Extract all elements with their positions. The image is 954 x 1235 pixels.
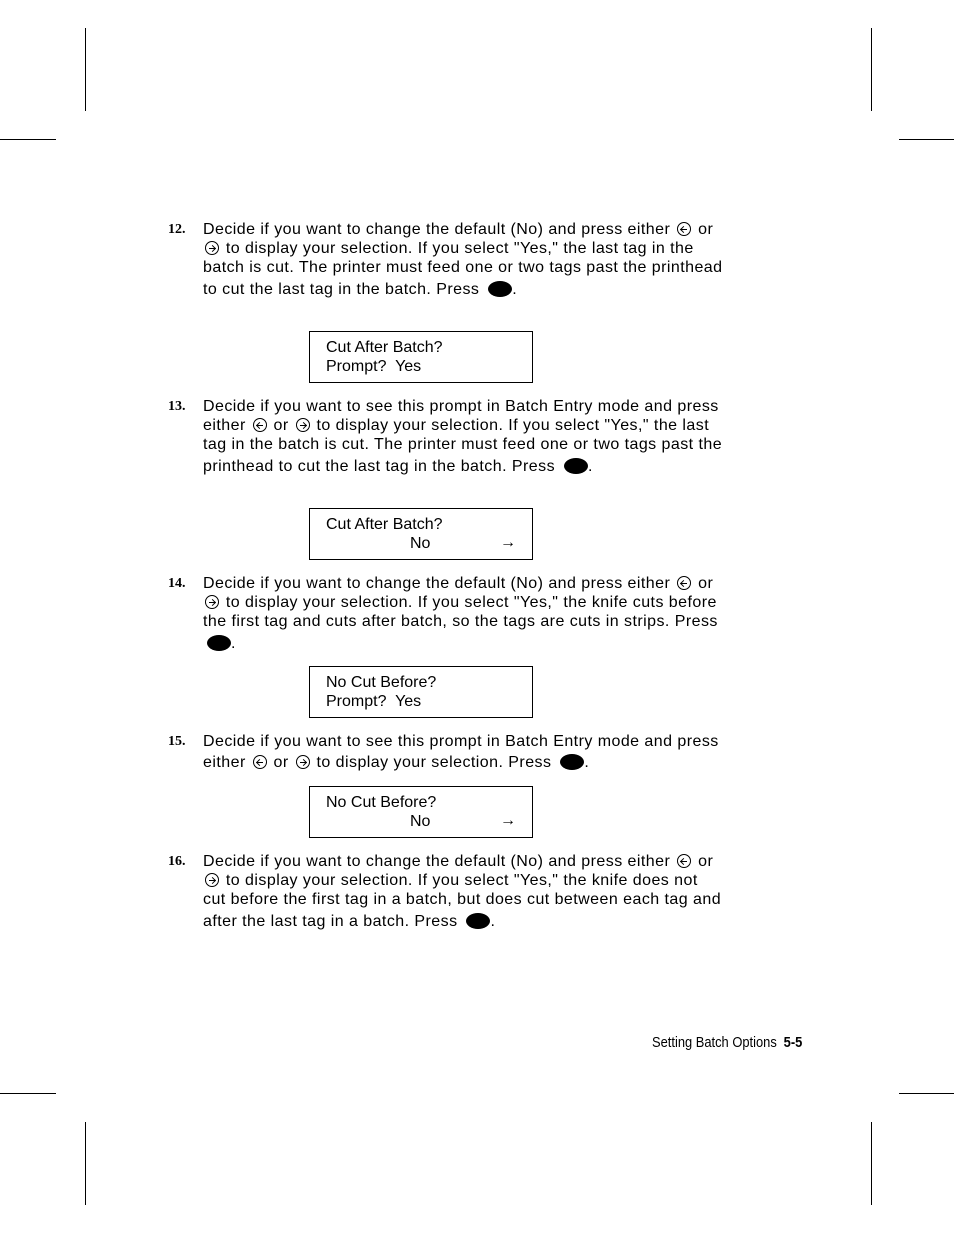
printer-display-2 [309,508,533,560]
right-arrow-icon: → [500,534,516,551]
enter-key-icon [466,913,490,929]
display-line-1: Cut After Batch? [326,516,443,533]
printer-display-3 [309,666,533,718]
footer-section-title: Setting Batch Options [652,1034,777,1051]
display-line-2: No [410,813,431,830]
enter-key-icon [488,281,512,297]
crop-mark-top-left-vertical [85,28,86,111]
step-text: Decide if you want to change the default (No) and press either or to display your selection. If you select "Yes," the knife cuts before the first tag and cuts after batch, so the tags are cuts in strips. Press . [203,575,718,652]
right-arrow-icon: → [500,812,516,829]
right-arrow-key-icon [205,241,219,255]
page-number: 5-5 [783,1034,803,1051]
step-number: 12. [168,222,186,237]
right-arrow-key-icon [205,873,219,887]
enter-key-icon [564,458,588,474]
crop-mark-top-right-horizontal [899,139,954,140]
enter-key-icon [207,635,231,651]
right-arrow-key-icon [205,595,219,609]
left-arrow-key-icon [253,755,267,769]
crop-mark-bottom-right-horizontal [899,1093,954,1094]
display-line-1: No Cut Before? [326,674,437,691]
step-text: Decide if you want to change the default (No) and press either or to display your selection. If you select "Yes," the knife does not cut before the first tag in a batch, but does cut between each tag and after the last tag in a batch. Press . [203,853,722,930]
crop-mark-bottom-left-horizontal [0,1093,56,1094]
step-text: Decide if you want to see this prompt in Batch Entry mode and press either or to display your selection. Press . [203,733,719,772]
enter-key-icon [560,754,584,770]
display-line-2: No [410,535,431,552]
right-arrow-key-icon [296,755,310,769]
step-text: Decide if you want to change the default (No) and press either or to display your selection. If you select "Yes," the last tag in the batch is cut. The printer must feed one or two tags past the printhead to cut the last tag in the batch. Press . [203,221,723,298]
crop-mark-top-right-vertical [871,28,872,111]
step-text: Decide if you want to see this prompt in Batch Entry mode and press either or to display your selection. If you select "Yes," the last tag in the batch is cut. The printer must feed one or two tags past the printhead to cut the last tag in the batch. Press . [203,398,723,475]
step-number: 15. [168,734,186,749]
step-number: 13. [168,399,186,414]
crop-mark-bottom-left-vertical [85,1122,86,1205]
page-footer [652,1034,802,1051]
display-line-2: Prompt? Yes [326,693,422,710]
left-arrow-key-icon [677,222,691,236]
step-number: 16. [168,854,186,869]
left-arrow-key-icon [677,854,691,868]
left-arrow-key-icon [253,418,267,432]
display-line-1: No Cut Before? [326,794,437,811]
display-line-1: Cut After Batch? [326,339,443,356]
printer-display-1 [309,331,533,383]
display-line-2: Prompt? Yes [326,358,422,375]
step-number: 14. [168,576,186,591]
right-arrow-key-icon [296,418,310,432]
left-arrow-key-icon [677,576,691,590]
printer-display-4 [309,786,533,838]
crop-mark-bottom-right-vertical [871,1122,872,1205]
crop-mark-top-left-horizontal [0,139,56,140]
